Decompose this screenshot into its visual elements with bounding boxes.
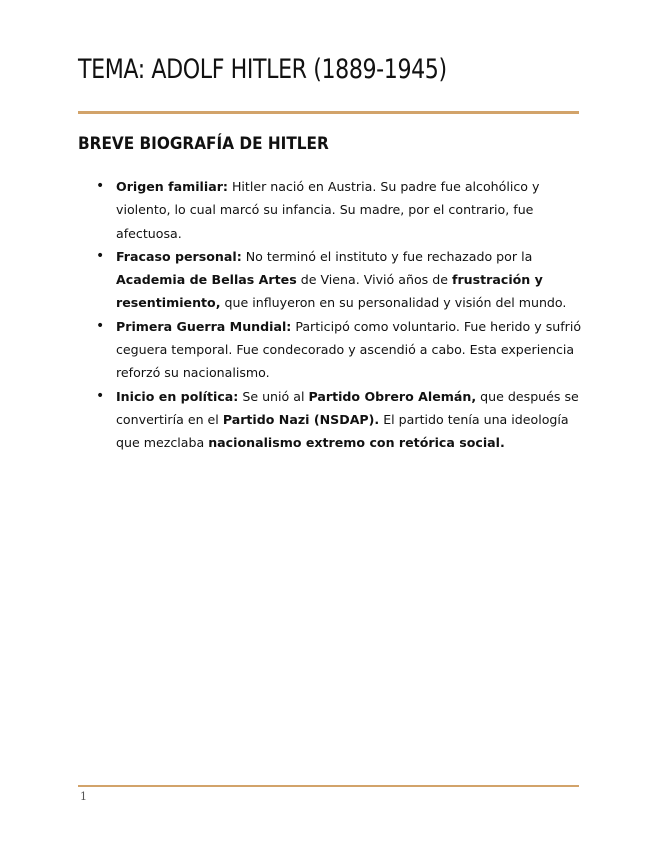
bold-text: nacionalismo extremo con retórica social.	[208, 435, 505, 451]
footer-divider	[78, 785, 579, 787]
biography-list	[96, 175, 586, 455]
bullet-icon: •	[96, 317, 105, 334]
page-number: 1	[80, 790, 87, 803]
bold-text: Origen familiar:	[116, 179, 228, 194]
bold-text: Inicio en política:	[116, 388, 239, 404]
bold-text: Partido Nazi (NSDAP).	[222, 411, 380, 427]
list-item	[96, 245, 586, 315]
title-divider	[78, 111, 579, 114]
body-text: de Viena. Vivió años de	[296, 272, 452, 288]
body-text: que después se convertiría en el	[116, 388, 579, 427]
section-heading: BREVE BIOGRAFÍA DE HITLER	[78, 134, 329, 154]
document-title: TEMA: ADOLF HITLER (1889-1945)	[78, 54, 447, 85]
bold-text: frustración y resentimiento,	[116, 272, 543, 311]
list-item	[96, 315, 586, 385]
bullet-icon: •	[96, 178, 105, 194]
bullet-icon: •	[96, 247, 105, 264]
body-text: No terminó el instituto y fue rechazado por la	[241, 248, 533, 264]
bold-text: Academia de Bellas Artes	[116, 272, 297, 288]
bullet-icon: •	[96, 387, 105, 404]
bold-text: Partido Obrero Alemán,	[308, 388, 477, 404]
body-text: Hitler nació en Austria. Su padre fue alcohólico y violento, lo cual marcó su infancia. Su madre, por el contrario, fue afectuosa.	[116, 179, 540, 241]
body-text: El partido tenía una ideología que mezclaba	[116, 411, 569, 451]
bold-text: Fracaso personal:	[116, 248, 242, 264]
body-text: Participó como voluntario. Fue herido y sufrió ceguera temporal. Fue condecorado y ascendió a cabo. Esta experiencia reforzó su nacionalismo.	[116, 318, 582, 381]
body-text: Se unió al	[238, 388, 309, 404]
bold-text: Primera Guerra Mundial:	[116, 318, 292, 334]
body-text: que influyeron en su personalidad y visión del mundo.	[220, 295, 567, 311]
list-item	[96, 175, 586, 245]
list-item	[96, 385, 586, 455]
